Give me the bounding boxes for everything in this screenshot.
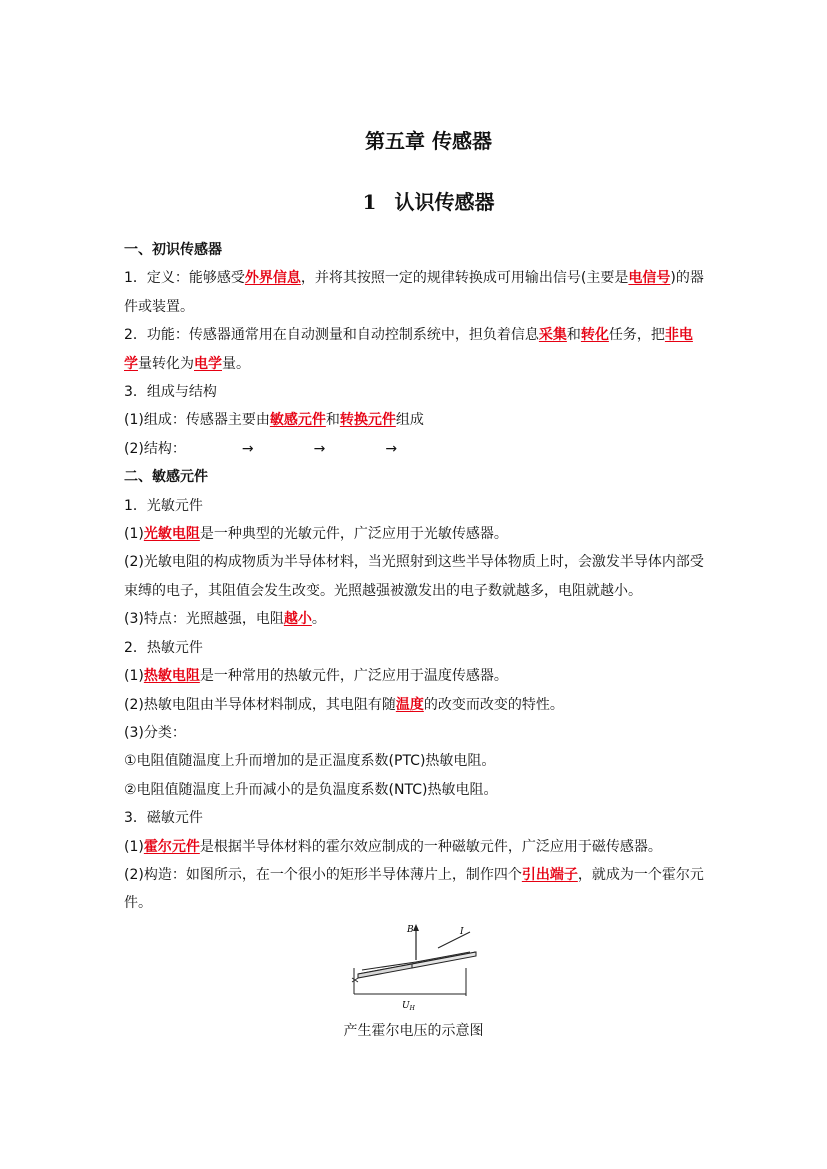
answer-blank: 越小 <box>283 611 312 628</box>
heat-p2: (2)热敏电阻由半导体材料制成，其电阻有随温度的改变而改变的特性。 <box>124 696 564 713</box>
arrow: → <box>241 440 254 457</box>
answer-blank: 转换元件 <box>339 412 396 429</box>
answer-blank: 引出端子 <box>521 866 578 883</box>
answer-blank: 非电学 <box>124 327 693 372</box>
light-heading: 1．光敏元件 <box>124 497 203 514</box>
answer-blank: 电信号 <box>628 270 671 287</box>
document-body <box>124 236 706 918</box>
charge-marks <box>352 978 358 982</box>
answer-blank: 霍尔元件 <box>143 838 200 855</box>
light-p3: (3)特点：光照越强，电阻越小。 <box>124 611 326 628</box>
function-paragraph: 2．功能：传感器通常用在自动测量和自动控制系统中，担负着信息采集和转化任务，把非电学量转化为电学量。 <box>124 327 693 372</box>
composition-paragraph: (1)组成：传感器主要由敏感元件和转换元件组成 <box>124 412 424 429</box>
answer-blank: 采集 <box>538 327 567 344</box>
figure-caption: 产生霍尔电压的示意图 <box>343 1023 484 1039</box>
heat-heading: 2．热敏元件 <box>124 639 203 656</box>
light-p2: (2)光敏电阻的构成物质为半导体材料，当光照射到这些半导体物质上时，会激发半导体内部受束缚的电子，其阻值会发生改变。光照越强被激发出的电子数就越多，电阻就越小。 <box>124 554 704 599</box>
chapter-title: 第五章 传感器 <box>365 129 492 153</box>
composition-heading: 3．组成与结构 <box>124 384 217 401</box>
section-heading-1: 一、初识传感器 <box>124 242 222 258</box>
current-arrow <box>438 932 470 948</box>
definition-paragraph: 1．定义：能够感受外界信息，并将其按照一定的规律转换成可用输出信号(主要是电信号)的器件或装置。 <box>124 270 704 315</box>
heat-p4: ①电阻值随温度上升而增加的是正温度系数(PTC)热敏电阻。 <box>124 753 496 770</box>
heat-p1: (1)热敏电阻是一种常用的热敏元件，广泛应用于温度传感器。 <box>124 668 508 685</box>
light-p1: (1)光敏电阻是一种典型的光敏元件，广泛应用于光敏传感器。 <box>124 526 508 543</box>
mag-p2: (2)构造：如图所示，在一个很小的矩形半导体薄片上，制作四个引出端子，就成为一个霍尔元件。 <box>124 866 704 912</box>
heat-p5: ②电阻值随温度上升而减小的是负温度系数(NTC)热敏电阻。 <box>124 781 498 798</box>
lesson-number: 1 <box>362 190 377 214</box>
mag-p1: (1)霍尔元件是根据半导体材料的霍尔效应制成的一种磁敏元件，广泛应用于磁传感器。 <box>124 838 662 855</box>
arrow: → <box>313 440 326 457</box>
structure-paragraph: (2)结构： → → → <box>124 435 706 463</box>
answer-blank: 外界信息 <box>244 270 301 287</box>
answer-blank: 热敏电阻 <box>143 668 200 685</box>
b-arrow-head <box>413 924 419 931</box>
heat-p3: (3)分类： <box>124 724 186 741</box>
label-uh: $U_H$ <box>402 1001 415 1012</box>
hall-element-figure <box>346 918 482 1016</box>
mag-heading: 3．磁敏元件 <box>124 810 203 827</box>
answer-blank: 转化 <box>580 327 609 344</box>
answer-blank: 温度 <box>395 696 424 713</box>
answer-blank: 电学 <box>194 355 222 372</box>
answer-blank: 光敏电阻 <box>143 526 200 543</box>
section-heading-2: 二、敏感元件 <box>124 469 208 486</box>
label-b: B <box>407 925 414 935</box>
arrow: → <box>385 440 398 457</box>
lesson-title-text: 认识传感器 <box>394 190 495 214</box>
answer-blank: 敏感元件 <box>269 412 326 429</box>
label-i: I <box>460 927 464 937</box>
lesson-title <box>0 186 827 215</box>
